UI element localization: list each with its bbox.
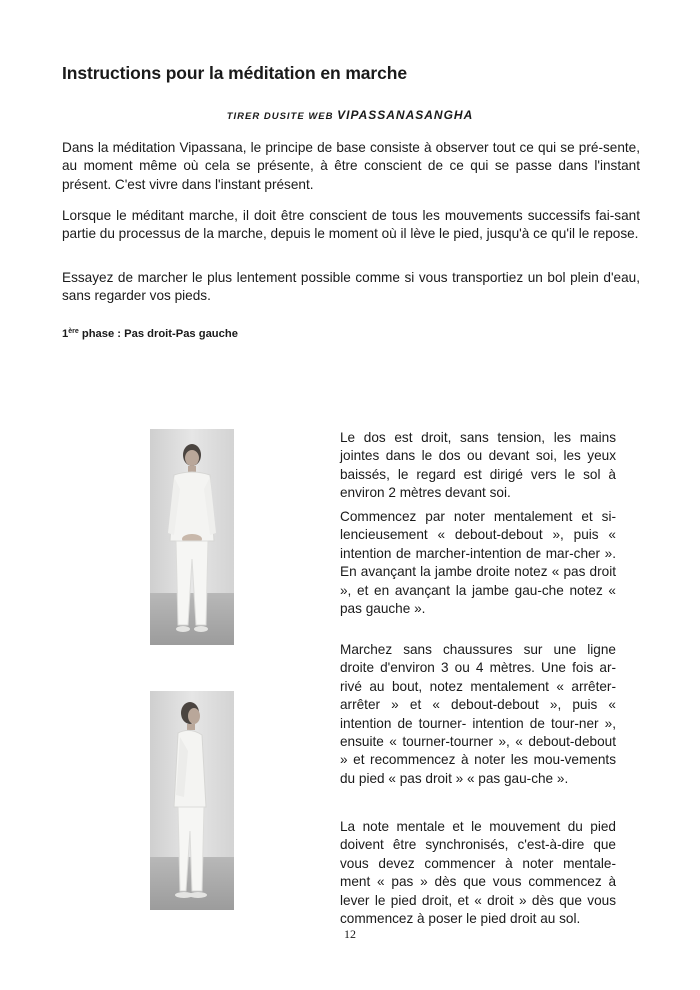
intro-paragraph: Lorsque le méditant marche, il doit être conscient de tous les mouvements successifs fai-sant partie du processus de la marche, depuis le moment où il lève le pied, jusqu'à ce qu'il le repose. [62,208,640,242]
phase-superscript: ère [68,328,79,335]
side-figure-illustration [150,691,234,910]
instruction-paragraph: Marchez sans chaussures sur une ligne droite d'environ 3 ou 4 mètres. Une fois ar-rivé au bout, notez mentalement « arrêter-arrêter » et « debout-debout », puis « intention de tourner- intention de tour-ner », ensuite « tourner-tourner », « debout-debout » et recommencez à noter les mou-vements du pied « pas droit » « pas gau-che ». [340,642,616,786]
page-title: Instructions pour la méditation en marche [62,63,407,83]
standing-posture-photo [150,429,234,645]
source-line [0,108,700,122]
instruction-paragraph: La note mentale et le mouvement du pied doivent être synchronisés, c'est-à-dire que vous devez commencer à noter mentale-ment « pas » dès que vous commencez à lever le pied droit, et « droit » dès que vous commencez à poser le pied droit au sol. [340,819,616,927]
side-posture-photo [150,691,234,910]
instruction-paragraph: Commencez par noter mentalement et si-lencieusement « debout-debout », puis « intention de marcher-intention de mar-cher ». En avançant la jambe droite notez « pas droit », et en avançant la jambe gau-che notez « pas gauche ». [340,509,616,617]
intro-paragraph: Essayez de marcher le plus lentement possible comme si vous transportiez un bol plein d'eau, sans regarder vos pieds. [62,270,640,304]
instruction-paragraph: Le dos est droit, sans tension, les mains jointes dans le dos ou devant soi, les yeux baissés, le regard est dirigé vers le sol à environ 2 mètres devant soi. [340,430,616,501]
phase-text: phase : Pas droit-Pas gauche [78,328,238,340]
standing-figure-illustration [150,429,234,645]
phase-heading [62,328,238,340]
page-number: 12 [344,927,356,941]
source-prefix: TIRER DUSITE WEB [226,111,338,122]
source-name: VIPASSANASANGHA [337,108,474,122]
intro-paragraph: Dans la méditation Vipassana, le principe de base consiste à observer tout ce qui se pré-sente, au moment même où cela se présente, à être conscient de ce qui se passe dans l'instant présent. C'est vivre dans l'instant présent. [62,140,640,192]
phase-number: 1 [62,328,69,340]
